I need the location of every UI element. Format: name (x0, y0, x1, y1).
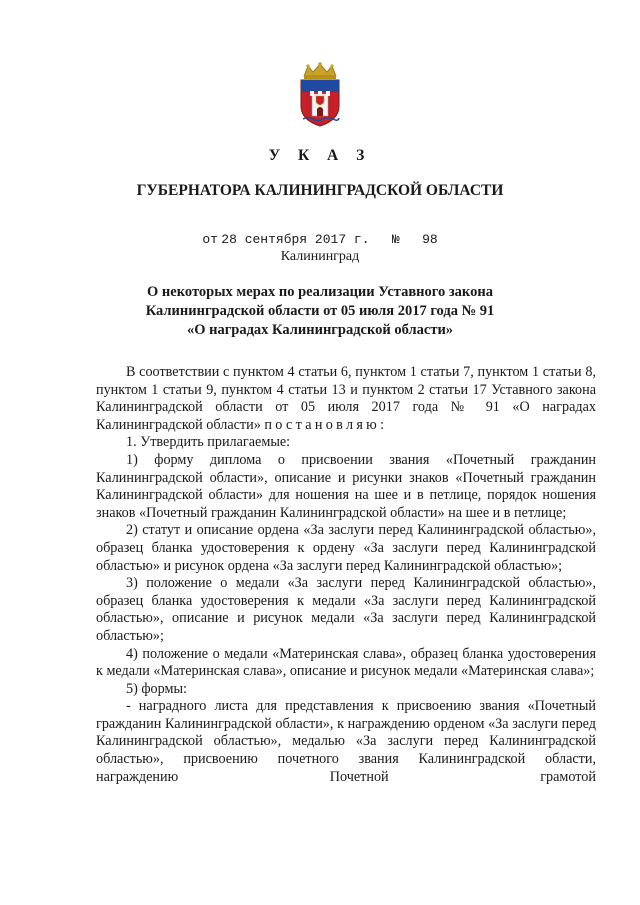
date-value: 28 сентября 2017 г. (221, 232, 370, 247)
item-1-2: 2) статут и описание ордена «За заслуги перед Калининградской областью», образец бланка удостоверения к ордену «За заслуги перед Калининградской областью» и рисунок ордена «За заслуги перед Калининградской областью»; (96, 522, 596, 574)
decree-body (96, 364, 596, 786)
intro-text: В соответствии с пунктом 4 статьи 6, пунктом 1 статьи 7, пунктом 1 статьи 8, пунктом 1 статьи 9, пунктом 4 статьи 13 и пунктом 2 статьи 17 Уставного закона Калининградской области от 05 июля 2017 года № 91 «О наградах Калининградской области» (96, 364, 596, 433)
date-line (0, 231, 640, 247)
decree-word: постановляю: (264, 416, 388, 433)
decree-number: 98 (422, 232, 438, 247)
subject-line: О некоторых мерах по реализации Уставного закона (147, 284, 493, 300)
decree-subject (0, 283, 640, 340)
item-1-4: 4) положение о медали «Материнская слава», образец бланка удостоверения к медали «Материнская слава», описание и рисунок медали «Материнская слава»; (96, 645, 596, 680)
intro-paragraph (96, 364, 596, 434)
coat-of-arms-icon (294, 62, 346, 128)
item-1-3: 3) положение о медали «За заслуги перед Калининградской областью», образец бланка удостоверения к медали «За заслуги перед Калининградской областью», описание и рисунок медали «За заслуги перед Калининградской областью»; (96, 575, 596, 644)
subject-line: «О наградах Калининградской области» (186, 322, 454, 338)
date-prefix: от (202, 232, 218, 247)
item-1-5: 5) формы: (126, 680, 187, 697)
document-title: У К А З (268, 147, 372, 164)
subject-line: Калининградской области от 05 июля 2017 года № 91 (145, 303, 495, 319)
number-sign: № (391, 232, 400, 247)
item-1-5-a: - наградного листа для представления к присвоению звания «Почетный гражданин Калининградской области», к награждению орденом «За заслуги перед Калининградской областью», медалью «За заслуги перед Калининградской областью», присвоению почетного звания Калининградской области, награждению Почетной грамотой (96, 698, 596, 785)
item-1: 1. Утвердить прилагаемые: (126, 434, 291, 451)
city: Калининград (280, 249, 360, 264)
document-issuer: ГУБЕРНАТОРА КАЛИНИНГРАДСКОЙ ОБЛАСТИ (136, 182, 504, 199)
item-1-1: 1) форму диплома о присвоении звания «Почетный гражданин Калининградской области», описание и рисунки знаков «Почетный гражданин Калининградской области» для ношения на шее и в петлице, порядок ношения знаков «Почетный гражданин Калининградской области» на шее и в петлице; (96, 451, 596, 521)
